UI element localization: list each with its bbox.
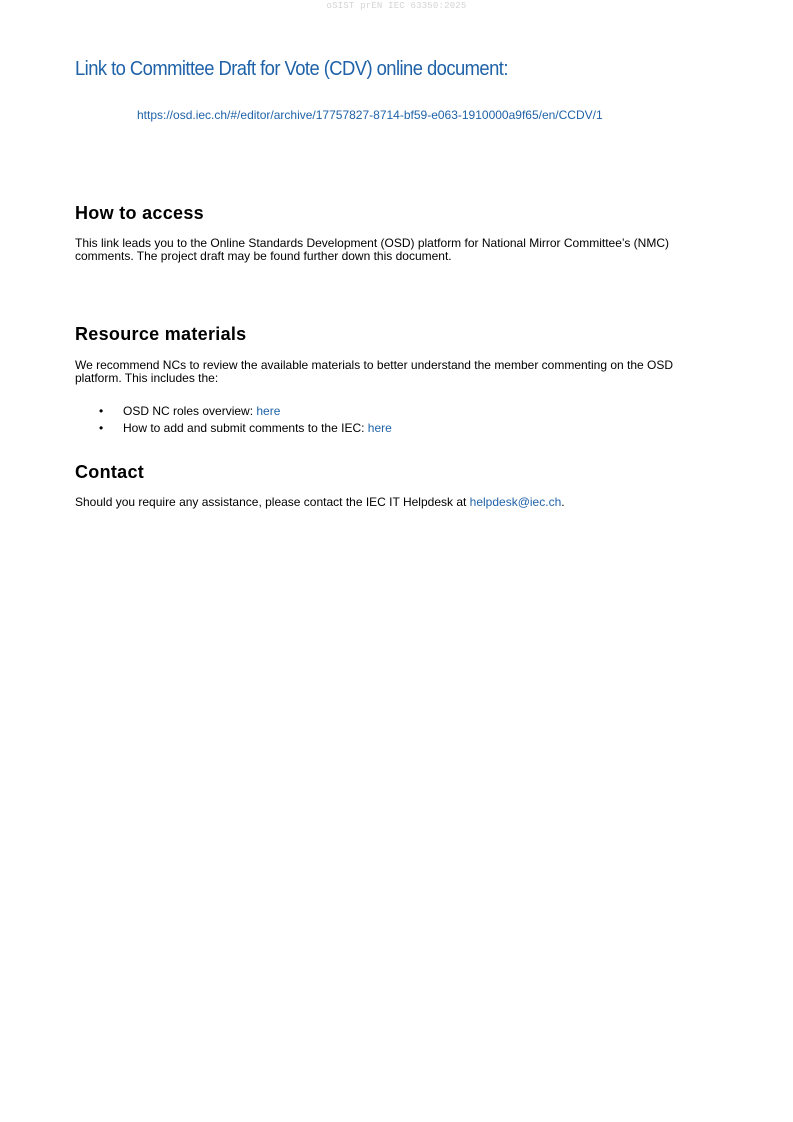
resource-item-label: OSD NC roles overview: [123, 404, 257, 418]
contact-text-end: . [561, 495, 565, 509]
contact-heading: Contact [75, 462, 145, 482]
submit-comments-link[interactable]: here [367, 421, 392, 435]
nc-roles-overview-link[interactable]: here [256, 404, 281, 418]
bullet-icon: • [99, 404, 104, 418]
resource-materials-heading: Resource materials [75, 324, 247, 344]
contact-text [75, 496, 720, 509]
how-to-access-heading: How to access [75, 203, 204, 223]
resource-materials-text: We recommend NCs to review the available materials to better understand the member commenting on the OSD platform. This includes the: [75, 358, 674, 385]
watermark: oSIST prEN IEC 63350:2025 [326, 1, 467, 11]
how-to-access-text: This link leads you to the Online Standards Development (OSD) platform for National Mirror Committee’s (NMC) comments. The project draft may be found further down this document. [75, 236, 669, 263]
resource-item-nc-roles [75, 403, 392, 420]
resource-item-submit-comments [75, 420, 392, 437]
contact-text-lead: Should you require any assistance, please contact the IEC IT Helpdesk at [75, 495, 470, 509]
bullet-icon: • [99, 421, 104, 435]
resource-item-label: How to add and submit comments to the IEC: [123, 421, 368, 435]
cdv-document-link[interactable]: https://osd.iec.ch/#/editor/archive/17757827-8714-bf59-e063-1910000a9f65/en/CCDV/1 [137, 108, 603, 122]
resource-list [75, 403, 392, 437]
cdv-link-heading: Link to Committee Draft for Vote (CDV) online document: [75, 58, 508, 80]
helpdesk-email-link[interactable]: helpdesk@iec.ch [469, 495, 562, 509]
